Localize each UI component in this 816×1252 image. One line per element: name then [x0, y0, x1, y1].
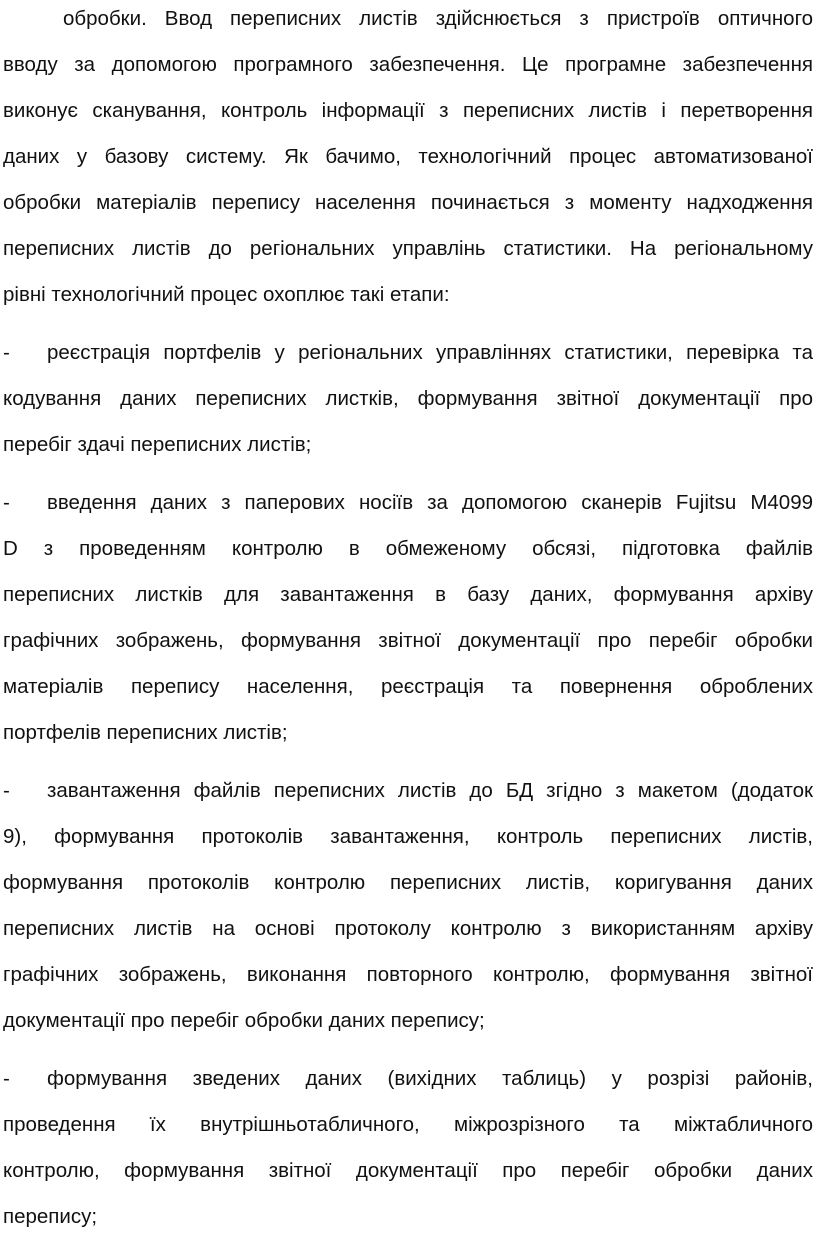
list-item-line: контролю, формування звітної документації про перебіг обробки даних: [3, 1159, 813, 1182]
list-item: [3, 776, 813, 806]
list-item-line: переписних листів на основі протоколу контролю з використанням архіву: [3, 917, 813, 940]
list-item-line: кодування даних переписних листків, формування звітної документації про: [3, 387, 813, 410]
list-item-line: D з проведенням контролю в обмеженому обсязі, підготовка файлів: [3, 537, 813, 560]
paragraph-line: вводу за допомогою програмного забезпечення. Це програмне забезпечення: [3, 53, 813, 76]
paragraph-line: рівні технологічний процес охоплює такі етапи:: [3, 283, 450, 306]
paragraph-line: переписних листів до регіональних управлінь статистики. На регіональному: [3, 237, 813, 260]
list-item-line: 9), формування протоколів завантаження, контроль переписних листів,: [3, 825, 813, 848]
list-item-line: перепису;: [3, 1205, 98, 1228]
list-item-line: проведення їх внутрішньотабличного, міжрозрізного та міжтабличного: [3, 1113, 813, 1136]
list-item-line: переписних листків для завантаження в базу даних, формування архіву: [3, 583, 813, 606]
list-item-line: документації про перебіг обробки даних перепису;: [3, 1009, 485, 1032]
list-item-text: реєстрація портфелів у регіональних управліннях статистики, перевірка та: [47, 341, 813, 364]
list-item: [3, 338, 813, 368]
bullet-marker: -: [3, 779, 10, 802]
paragraph-line: обробки. Ввод переписних листів здійснюється з пристроїв оптичного: [63, 7, 813, 30]
paragraph-line: обробки матеріалів перепису населення починається з моменту надходження: [3, 191, 813, 214]
list-item-text: введення даних з паперових носіїв за допомогою сканерів Fujitsu M4099: [47, 491, 813, 514]
list-item-line: портфелів переписних листів;: [3, 721, 288, 744]
list-item-text: формування зведених даних (вихідних таблиць) у розрізі районів,: [47, 1067, 813, 1090]
paragraph-line: даних у базову систему. Як бачимо, технологічний процес автоматизованої: [3, 145, 813, 168]
list-item-text: завантаження файлів переписних листів до БД згідно з макетом (додаток: [47, 779, 813, 802]
bullet-marker: -: [3, 1067, 10, 1090]
list-item-line: матеріалів перепису населення, реєстрація та повернення оброблених: [3, 675, 813, 698]
bullet-marker: -: [3, 491, 10, 514]
list-item-line: формування протоколів контролю переписних листів, коригування даних: [3, 871, 813, 894]
list-item-line: перебіг здачі переписних листів;: [3, 433, 312, 456]
list-item-line: графічних зображень, виконання повторного контролю, формування звітної: [3, 963, 813, 986]
bullet-marker: -: [3, 341, 10, 364]
list-item: [3, 1064, 813, 1094]
list-item-line: графічних зображень, формування звітної документації про перебіг обробки: [3, 629, 813, 652]
list-item: [3, 488, 813, 518]
paragraph-line: виконує сканування, контроль інформації з переписних листів і перетворення: [3, 99, 813, 122]
